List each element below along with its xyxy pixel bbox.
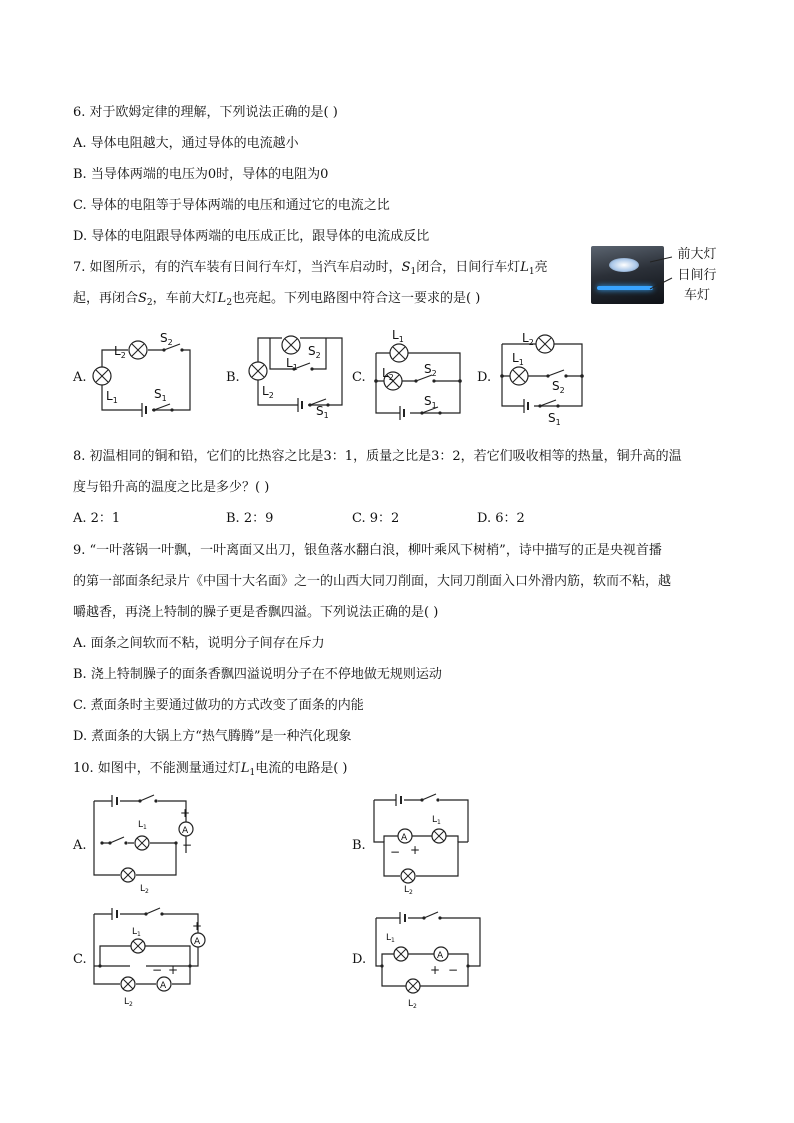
q6-option-a: A. 导体电阻越大，通过导体的电流越小: [73, 136, 299, 151]
q7-s2-symbol: S: [138, 291, 147, 306]
svg-text:L1: $L_1$: [286, 356, 298, 372]
q7-text-e: ，车前大灯: [152, 291, 218, 306]
q8-option-a: A. 2：1: [73, 511, 121, 526]
svg-text:+: +: [168, 963, 179, 977]
q10-l-symbol: L: [240, 761, 250, 776]
q10-circuit-d-label: D.: [352, 952, 367, 967]
svg-text:L2: $L_2$: [124, 997, 133, 1008]
svg-text:S1: $S_1$: [154, 387, 167, 403]
photo-label-headlight: 前大灯: [677, 247, 717, 262]
svg-text:L2: $L_2$: [522, 331, 534, 347]
svg-text:S2: $S_2$: [552, 379, 565, 395]
headlight-glow: [609, 258, 639, 272]
q7-circuit-c-label: C.: [352, 370, 366, 385]
q9-option-b: B. 浇上特制臊子的面条香飘四溢说明分子在不停地做无规则运动: [73, 667, 442, 682]
q8-option-b: B. 2：9: [226, 511, 274, 526]
q7-text-a: 7. 如图所示，有的汽车装有日间行车灯，当汽车启动时，: [73, 260, 402, 275]
svg-text:+: +: [430, 963, 441, 977]
q10-text-a: 10. 如图中，不能测量通过灯: [73, 761, 241, 776]
q6-stem: 6. 对于欧姆定律的理解，下列说法正确的是( ): [73, 105, 338, 120]
svg-text:+: +: [192, 919, 203, 933]
q9-option-c: C. 煮面条时主要通过做功的方式改变了面条的内能: [73, 698, 364, 713]
q8-stem-line1: 8. 初温相同的铜和铅，它们的比热容之比是3：1，质量之比是3：2，若它们吸收相等的热量，铜升高的温: [73, 449, 682, 464]
svg-text:−: −: [152, 963, 163, 977]
q10-l-sub: 1: [249, 768, 256, 778]
q7-l2-sub: 2: [226, 298, 233, 308]
svg-text:L1: $L_1$: [432, 815, 441, 826]
svg-text:L1: $L_1$: [138, 820, 147, 831]
q6-option-c: C. 导体的电阻等于导体两端的电压和通过它的电流之比: [73, 198, 390, 213]
svg-text:+: +: [410, 843, 421, 857]
svg-text:A: A: [437, 951, 444, 961]
q10-circuit-d: [372, 906, 492, 1016]
daytime-running-light-strip: [597, 286, 653, 290]
q7-circuit-c: [372, 325, 467, 420]
q7-l-symbol: L: [520, 260, 529, 275]
q10-circuit-c: [90, 906, 220, 1016]
svg-text:L1: $L_1$: [392, 328, 404, 344]
q7-s1-symbol: S: [401, 260, 411, 275]
svg-text:L2: $L_2$: [382, 366, 394, 382]
q9-stem-line2: 的第一部面条纪录片《中国十大名面》之一的山西大同刀削面，大同刀削面入口外滑内筋，软而不粘，越: [73, 574, 672, 589]
q9-option-d: D. 煮面条的大锅上方“热气腾腾”是一种汽化现象: [73, 729, 352, 744]
q7-circuit-b-label: B.: [226, 370, 240, 385]
svg-text:−: −: [448, 963, 459, 977]
svg-text:A: A: [182, 826, 189, 836]
q7-text-c: 亮: [534, 260, 548, 275]
q7-text-d: 起，再闭合: [73, 291, 139, 306]
svg-text:A: A: [401, 833, 408, 843]
q9-stem-line3: 嚼越香，再浇上特制的臊子更是香飘四溢。下列说法正确的是( ): [73, 605, 439, 620]
q7-l-sub: 1: [528, 267, 535, 277]
svg-text:L2: $L_2$: [404, 885, 413, 896]
q7-circuit-b: [246, 333, 356, 418]
svg-text:S2: $S_2$: [308, 344, 321, 360]
svg-text:A: A: [194, 937, 201, 947]
q10-circuit-b: [370, 792, 480, 896]
svg-text:S2: $S_2$: [160, 331, 173, 347]
q9-stem-line1: 9. “一叶落锅一叶飘，一叶离面又出刀，银鱼落水翻白浪，柳叶乘风下树梢”，诗中描写的正是央视首播: [73, 543, 662, 558]
svg-text:S1: $S_1$: [548, 411, 561, 427]
q10-circuit-a-label: A.: [73, 838, 87, 853]
q10-circuit-b-label: B.: [352, 838, 366, 853]
svg-text:S1: $S_1$: [316, 404, 329, 420]
svg-text:−: −: [390, 845, 401, 859]
q7-circuit-a-label: A.: [73, 370, 87, 385]
svg-text:−: −: [182, 838, 193, 852]
svg-text:S2: $S_2$: [424, 362, 437, 378]
q10-circuit-c-label: C.: [73, 952, 87, 967]
q10-stem: [73, 760, 347, 782]
q7-s2-sub: 2: [146, 298, 153, 308]
photo-pointer-lines: [650, 245, 680, 305]
q10-circuit-a: [90, 795, 210, 895]
q7-text-f: 也亮起。下列电路图中符合这一要求的是( ): [232, 291, 481, 306]
svg-text:L2: $L_2$: [140, 884, 149, 895]
q8-option-d: D. 6：2: [477, 511, 525, 526]
q8-option-c: C. 9：2: [352, 511, 400, 526]
svg-text:S1: $S_1$: [424, 394, 437, 410]
q7-l2-symbol: L: [217, 291, 227, 306]
svg-text:L1: $L_1$: [106, 389, 118, 405]
svg-text:L2: $L_2$: [408, 999, 417, 1010]
svg-text:A: A: [160, 981, 167, 991]
svg-text:L1: $L_1$: [132, 927, 141, 938]
q7-text-b: 闭合，日间行车灯: [416, 260, 521, 275]
q9-option-a: A. 面条之间软而不粘，说明分子间存在斥力: [73, 636, 325, 651]
svg-text:+: +: [180, 806, 191, 820]
q10-text-b: 电流的电路是( ): [255, 761, 348, 776]
q7-s1-sub: 1: [410, 267, 417, 277]
svg-text:L1: $L_1$: [386, 933, 395, 944]
q6-option-d: D. 导体的电阻跟导体两端的电压成正比，跟导体的电流成反比: [73, 229, 430, 244]
svg-text:L2: $L_2$: [262, 384, 274, 400]
q7-circuit-d-label: D.: [477, 370, 492, 385]
q7-stem-line2: [73, 290, 480, 312]
svg-text:L2: $L_2$: [114, 344, 126, 360]
q6-option-b: B. 当导体两端的电压为0时，导体的电阻为0: [73, 167, 329, 182]
q8-stem-line2: 度与铅升高的温度之比是多少？( ): [73, 480, 270, 495]
q7-stem-line1: [73, 259, 548, 281]
photo-label-drl-2: 车灯: [683, 288, 710, 303]
q7-circuit-d: [498, 330, 588, 427]
photo-label-drl-1: 日间行: [677, 268, 717, 283]
q7-circuit-a: [92, 331, 202, 420]
svg-text:L1: $L_1$: [512, 351, 524, 367]
